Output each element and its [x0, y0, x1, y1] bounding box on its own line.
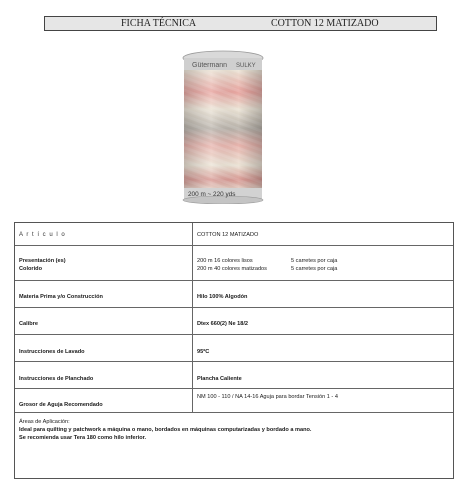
application-section: [15, 413, 453, 478]
row-value: Plancha Caliente: [197, 376, 242, 382]
thread-spool-image: [178, 48, 268, 204]
spool-length-text: 200 m ~ 220 yds: [188, 191, 236, 198]
page-header: [44, 16, 437, 31]
thread-spool-icon: [178, 48, 268, 204]
row-label: Presentación (es): [19, 258, 66, 264]
application-line-2: Se recomienda usar Tera 180 como hilo inferior.: [19, 435, 147, 441]
table-row: [15, 246, 453, 281]
spool-brand-text-2: SULKY: [236, 63, 256, 69]
spool-brand-text: Gütermann: [192, 62, 228, 69]
table-row: [15, 281, 453, 308]
table-row: [15, 389, 453, 413]
row-label-2: Colorido: [19, 266, 42, 272]
table-row: [15, 335, 453, 362]
row-label: Instrucciones de Planchado: [19, 376, 94, 382]
row-value: 95ºC: [197, 349, 210, 355]
presentation-line-2-pack: 5 carretes por caja: [291, 266, 338, 272]
row-value: Hilo 100% Algodón: [197, 294, 248, 300]
table-row: [15, 223, 453, 246]
row-value: Dtex 660(2) Ne 18/2: [197, 321, 248, 327]
presentation-line-1-pack: 5 carretes por caja: [291, 258, 338, 264]
row-label: Instrucciones de Lavado: [19, 349, 85, 355]
table-row: [15, 308, 453, 335]
row-label: A r t í c u l o: [19, 232, 66, 238]
row-label: Calibre: [19, 321, 38, 327]
row-value: NM 100 - 110 / NA 14-16 Aguja para bordar Tensión 1 - 4: [197, 394, 338, 400]
application-line-1: Ideal para quilting y patchwork a máquina o mano, bordados en máquinas computarizadas y bordado a mano.: [19, 427, 312, 433]
header-title-left: FICHA TÉCNICA: [121, 18, 197, 29]
header-title-right: COTTON 12 MATIZADO: [271, 18, 379, 29]
table-row: [15, 362, 453, 389]
presentation-line-1: 200 m 16 colores lisos: [197, 258, 253, 264]
row-label: Grosor de Aguja Recomendado: [19, 402, 103, 408]
application-title: Áreas de Aplicación:: [19, 419, 70, 425]
row-label: Materia Prima y/o Construcción: [19, 294, 103, 300]
row-value: COTTON 12 MATIZADO: [197, 232, 259, 238]
spec-table: [14, 222, 454, 479]
presentation-line-2: 200 m 40 colores matizados: [197, 266, 267, 272]
